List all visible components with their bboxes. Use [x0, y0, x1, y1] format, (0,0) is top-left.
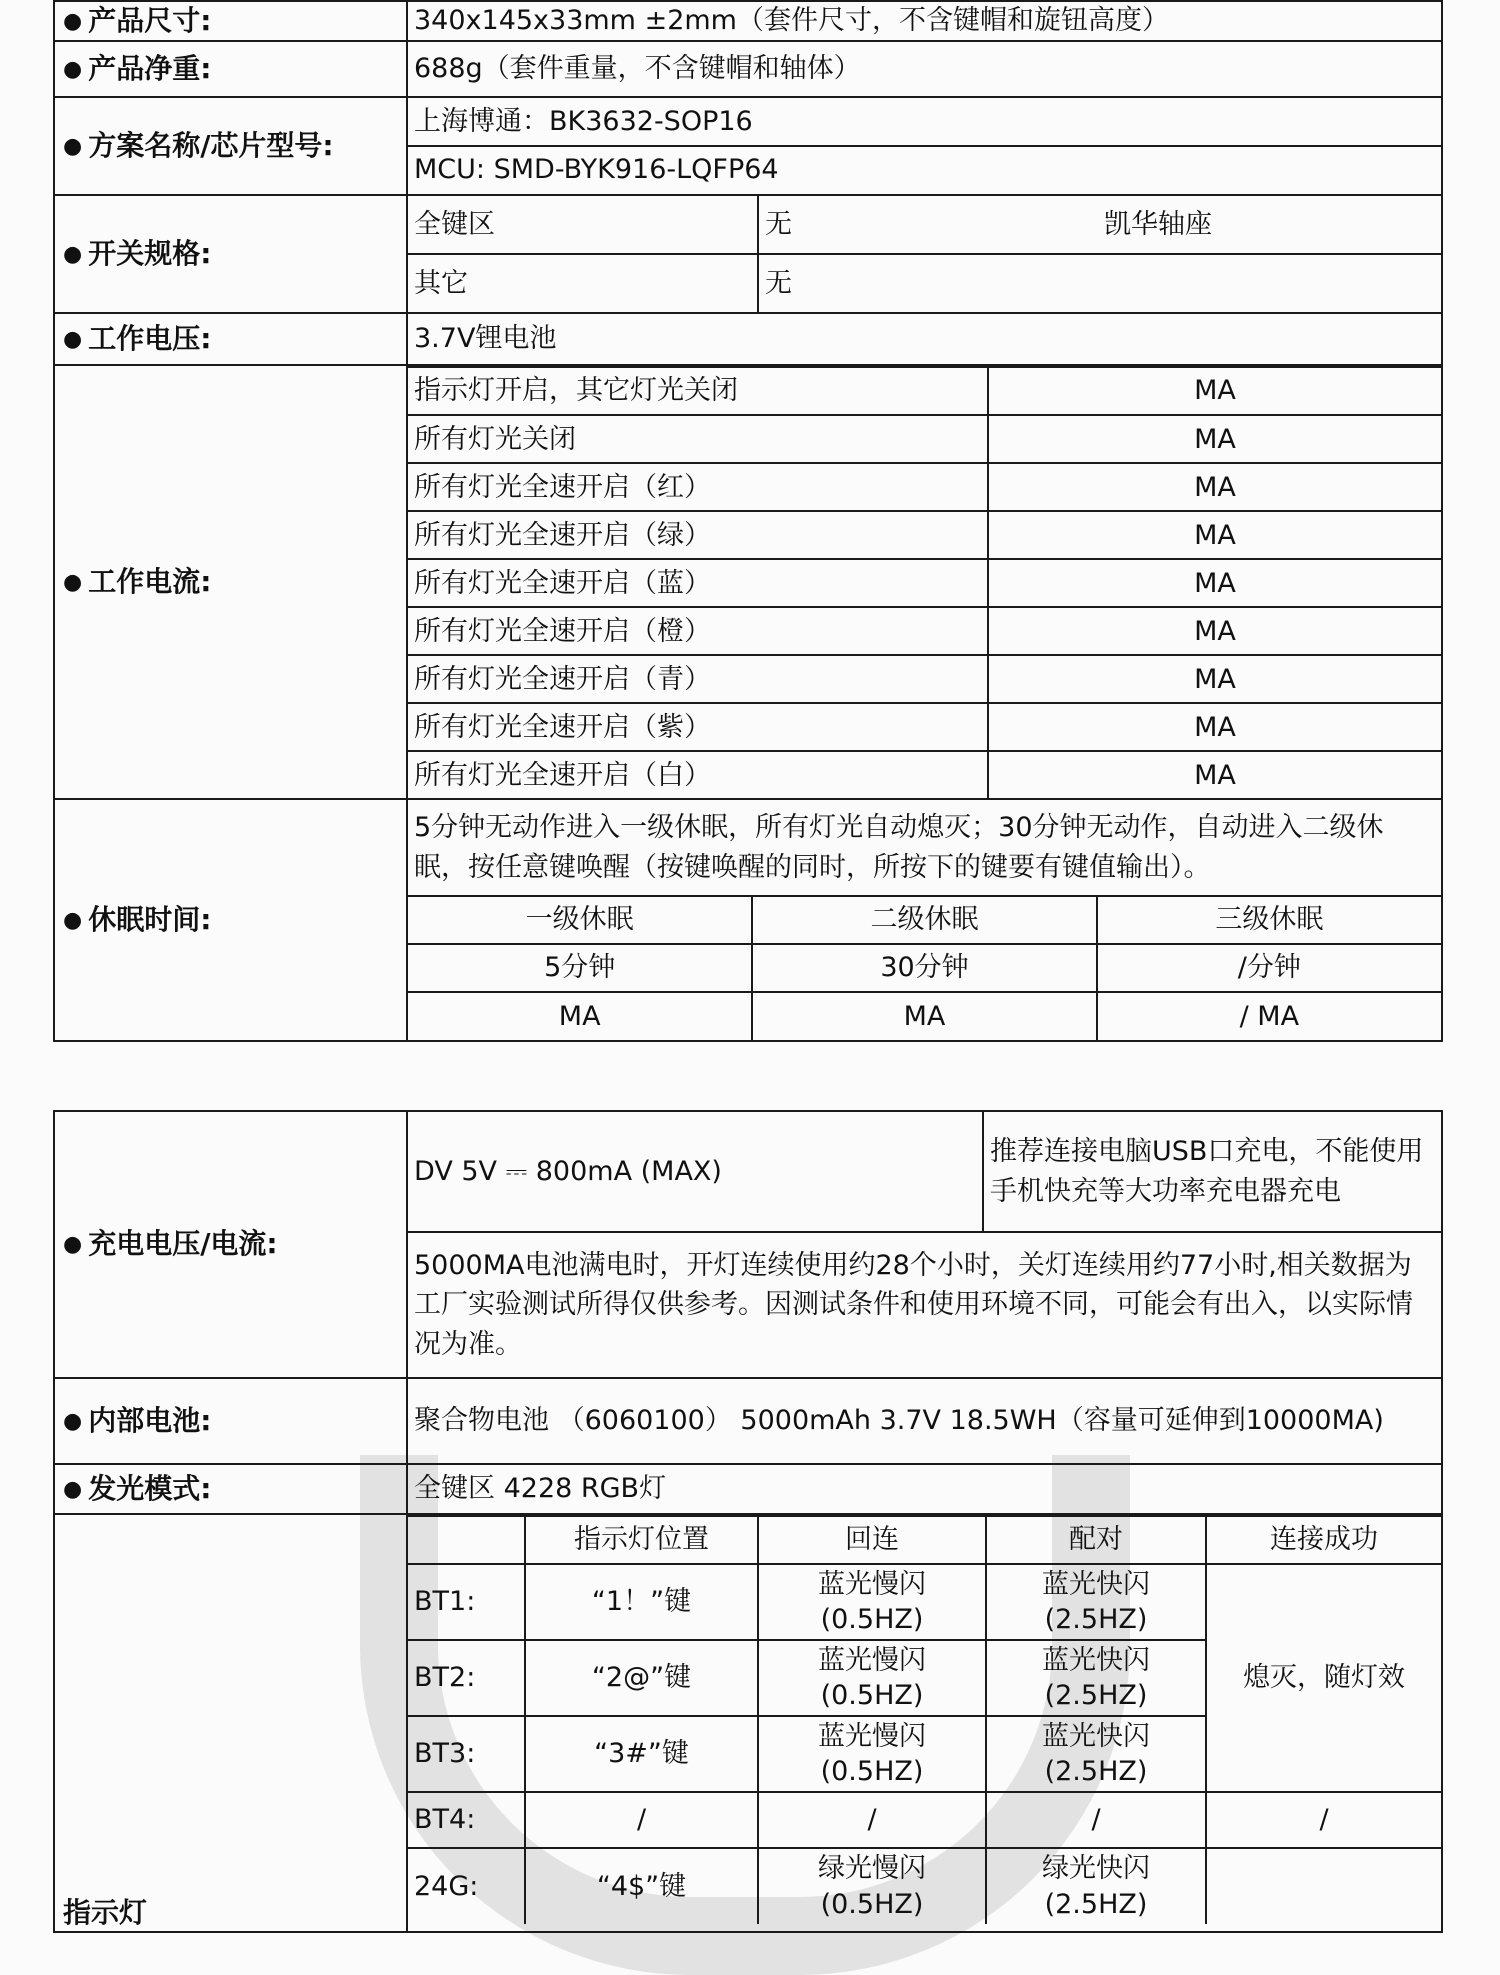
- label-indicator: 指示灯: [54, 1514, 407, 1932]
- value-size: 340x145x33mm ±2mm（套件尺寸，不含键帽和旋钮高度）: [407, 1, 1442, 41]
- row-indicator: [54, 1514, 1442, 1932]
- current-mode: 所有灯光全速开启（蓝）: [408, 559, 988, 607]
- row-weight: [54, 41, 1442, 97]
- label-sleep: ● 休眠时间:: [54, 799, 407, 1041]
- indicator-key: “1！”键: [525, 1564, 758, 1640]
- sleep-time-1: 5分钟: [408, 944, 752, 992]
- indicator-key: “2@”键: [525, 1640, 758, 1716]
- sleep-time-2: 30分钟: [752, 944, 1096, 992]
- current-mode: 所有灯光关闭: [408, 415, 988, 463]
- indicator-row: [408, 1792, 1441, 1848]
- switch-value-other: 无: [758, 254, 1441, 312]
- sleep-current-3: / MA: [1097, 992, 1441, 1040]
- value-chip-mcu: MCU: SMD-BYK916-LQFP64: [408, 146, 1441, 193]
- value-voltage: 3.7V锂电池: [407, 313, 1442, 365]
- indicator-row: [408, 1848, 1441, 1924]
- current-mode: 所有灯光全速开启（橙）: [408, 607, 988, 655]
- spec-table-1: [53, 0, 1443, 1042]
- switch-zone-all: 全键区: [408, 196, 758, 254]
- row-current: [54, 365, 1442, 799]
- value-chip-bt: 上海博通：BK3632-SOP16: [408, 99, 1441, 146]
- indicator-key: “3#”键: [525, 1716, 758, 1792]
- indicator-key: /: [525, 1792, 758, 1848]
- current-row: [408, 703, 1441, 751]
- indicator-reconnect: 蓝光慢闪 (0.5HZ): [758, 1564, 986, 1640]
- row-chip: [54, 97, 1442, 195]
- indicator-pair: /: [986, 1792, 1206, 1848]
- row-size: [54, 1, 1442, 41]
- sleep-current-1: MA: [408, 992, 752, 1040]
- current-mode: 所有灯光全速开启（紫）: [408, 703, 988, 751]
- charge-note: 5000MA电池满电时，开灯连续使用约28个小时，关灯连续用约77小时,相关数据为工厂实验测试所得仅供参考。因测试条件和使用环境不同，可能会有出入，以实际情况为准。: [408, 1232, 1441, 1377]
- row-voltage: [54, 313, 1442, 365]
- current-value: MA: [988, 559, 1441, 607]
- value-battery: 聚合物电池 （6060100） 5000mAh 3.7V 18.5WH（容量可延伸到10000MA): [407, 1378, 1442, 1464]
- current-value: MA: [988, 751, 1441, 798]
- row-switch: [54, 195, 1442, 313]
- sleep-header-3: 三级休眠: [1097, 896, 1441, 944]
- current-row: [408, 607, 1441, 655]
- indicator-pair: 绿光快闪 (2.5HZ): [986, 1848, 1206, 1924]
- sleep-current-2: MA: [752, 992, 1096, 1040]
- label-size: ● 产品尺寸:: [54, 1, 407, 41]
- label-chip: ● 方案名称/芯片型号:: [54, 97, 407, 195]
- indicator-success: [1206, 1848, 1441, 1924]
- indicator-id: 24G:: [408, 1848, 525, 1924]
- value-light: 全键区 4228 RGB灯: [407, 1464, 1442, 1514]
- sleep-time-3: /分钟: [1097, 944, 1441, 992]
- current-value: MA: [988, 607, 1441, 655]
- label-voltage: ● 工作电压:: [54, 313, 407, 365]
- current-row: [408, 559, 1441, 607]
- indicator-success: /: [1206, 1792, 1441, 1848]
- sleep-header-1: 一级休眠: [408, 896, 752, 944]
- indicator-reconnect: 蓝光慢闪 (0.5HZ): [758, 1640, 986, 1716]
- indicator-header: 指示灯位置: [525, 1516, 758, 1564]
- charge-advice: 推荐连接电脑USB口充电，不能使用手机快充等大功率充电器充电: [983, 1112, 1441, 1232]
- spec-table-2: [53, 1110, 1443, 1933]
- indicator-reconnect: 绿光慢闪 (0.5HZ): [758, 1848, 986, 1924]
- label-battery: ● 内部电池:: [54, 1378, 407, 1464]
- indicator-id: BT1:: [408, 1564, 525, 1640]
- switch-note: 凯华轴座: [1098, 196, 1441, 254]
- indicator-pair: 蓝光快闪 (2.5HZ): [986, 1564, 1206, 1640]
- current-row: [408, 511, 1441, 559]
- indicator-reconnect: 蓝光慢闪 (0.5HZ): [758, 1716, 986, 1792]
- current-mode: 所有灯光全速开启（白）: [408, 751, 988, 798]
- sleep-description: 5分钟无动作进入一级休眠，所有灯光自动熄灭；30分钟无动作，自动进入二级休眠，按任意键唤醒（按键唤醒的同时，所按下的键要有键值输出）。: [408, 800, 1441, 896]
- indicator-header: 配对: [986, 1516, 1206, 1564]
- value-weight: 688g（套件重量，不含键帽和轴体）: [407, 41, 1442, 97]
- current-row: [408, 415, 1441, 463]
- current-row: [408, 655, 1441, 703]
- row-sleep: [54, 799, 1442, 1041]
- current-value: MA: [988, 703, 1441, 751]
- label-current: ● 工作电流:: [54, 365, 407, 799]
- indicator-header: 回连: [758, 1516, 986, 1564]
- label-switch: ● 开关规格:: [54, 195, 407, 313]
- current-row: [408, 751, 1441, 798]
- current-mode: 所有灯光全速开启（青）: [408, 655, 988, 703]
- indicator-success-bt: 熄灭，随灯效: [1206, 1564, 1441, 1792]
- current-row: [408, 463, 1441, 511]
- sleep-header-2: 二级休眠: [752, 896, 1096, 944]
- indicator-pair: 蓝光快闪 (2.5HZ): [986, 1640, 1206, 1716]
- current-value: MA: [988, 415, 1441, 463]
- current-mode: 所有灯光全速开启（红）: [408, 463, 988, 511]
- current-row: [408, 367, 1441, 415]
- indicator-pair: 蓝光快闪 (2.5HZ): [986, 1716, 1206, 1792]
- current-mode: 所有灯光全速开启（绿）: [408, 511, 988, 559]
- current-value: MA: [988, 655, 1441, 703]
- label-charge: ● 充电电压/电流:: [54, 1111, 407, 1378]
- indicator-id: BT3:: [408, 1716, 525, 1792]
- row-light: [54, 1464, 1442, 1514]
- label-light: ● 发光模式:: [54, 1464, 407, 1514]
- indicator-header: 连接成功: [1206, 1516, 1441, 1564]
- current-value: MA: [988, 511, 1441, 559]
- indicator-header-row: [408, 1516, 1441, 1564]
- switch-value-all: 无: [758, 196, 1098, 254]
- current-mode: 指示灯开启，其它灯光关闭: [408, 367, 988, 415]
- current-value: MA: [988, 367, 1441, 415]
- switch-zone-other: 其它: [408, 254, 758, 312]
- indicator-id: BT4:: [408, 1792, 525, 1848]
- current-value: MA: [988, 463, 1441, 511]
- indicator-reconnect: /: [758, 1792, 986, 1848]
- charge-spec: DV 5V ⎓ 800mA (MAX): [408, 1112, 983, 1232]
- row-battery: [54, 1378, 1442, 1464]
- label-weight: ● 产品净重:: [54, 41, 407, 97]
- indicator-header: [408, 1516, 525, 1564]
- indicator-key: “4$”键: [525, 1848, 758, 1924]
- row-charge: [54, 1111, 1442, 1378]
- indicator-id: BT2:: [408, 1640, 525, 1716]
- indicator-row: [408, 1564, 1441, 1640]
